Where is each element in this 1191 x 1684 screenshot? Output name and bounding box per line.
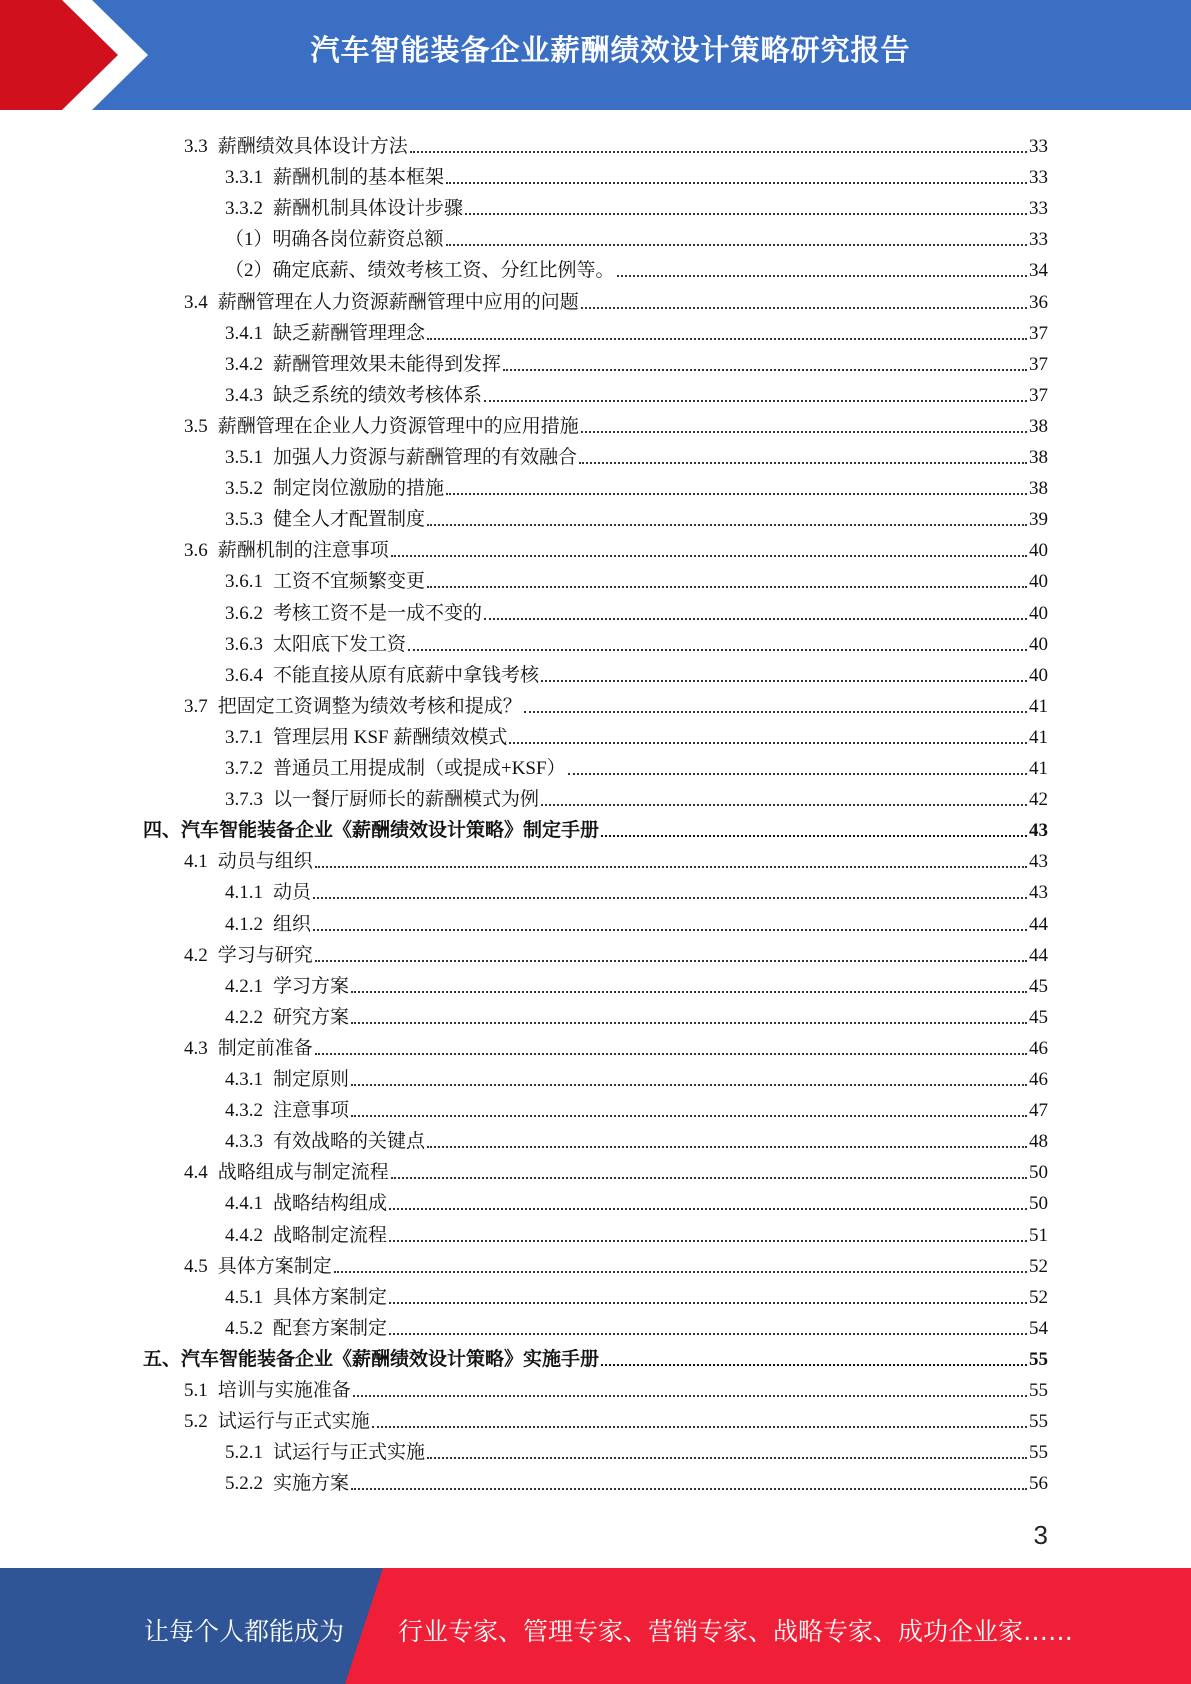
toc-entry-number: 4.3.3 xyxy=(225,1131,263,1153)
toc-entry[interactable] xyxy=(225,906,1048,936)
toc-entry[interactable] xyxy=(225,719,1048,749)
toc-entry[interactable] xyxy=(184,128,1048,158)
toc-entry-number: 4.2.2 xyxy=(225,1006,263,1028)
toc-entry-page: 42 xyxy=(1029,789,1048,811)
toc-entry[interactable] xyxy=(225,252,1048,282)
toc-dot-leader xyxy=(601,1363,1027,1366)
toc-entry[interactable] xyxy=(225,595,1048,625)
toc-dot-leader xyxy=(427,523,1027,526)
toc-entry-number: 4.2.1 xyxy=(225,975,263,997)
toc-entry-title: 战略结构组成 xyxy=(273,1193,388,1215)
toc-entry-page: 37 xyxy=(1029,384,1048,406)
page-number: 3 xyxy=(1033,1520,1048,1550)
toc-entry-number: 4.3.1 xyxy=(225,1069,263,1090)
toc-entry-number: 4.3 xyxy=(184,1037,208,1059)
toc-dot-leader xyxy=(446,492,1027,495)
toc-entry-page: 55 xyxy=(1029,1348,1048,1370)
toc-entry[interactable] xyxy=(225,1061,1048,1091)
toc-entry-title: 五、汽车智能装备企业《薪酬绩效设计策略》实施手册 xyxy=(143,1348,600,1370)
toc-entry-title: 加强人力资源与薪酬管理的有效融合 xyxy=(273,447,578,468)
toc-entry-title: 薪酬管理在人力资源薪酬管理中应用的问题 xyxy=(217,291,579,313)
toc-entry-title: 不能直接从原有底薪中拿钱考核 xyxy=(273,664,540,686)
toc-entry-title: 制定原则 xyxy=(273,1069,350,1090)
toc-dot-leader xyxy=(389,1239,1027,1242)
toc-entry-page: 33 xyxy=(1029,198,1048,220)
toc-entry-title: 研究方案 xyxy=(273,1006,350,1028)
toc-entry[interactable] xyxy=(225,346,1048,376)
toc-entry-title: 薪酬管理在企业人力资源管理中的应用措施 xyxy=(217,415,579,437)
toc-entry-number: 4.1.2 xyxy=(225,913,263,935)
toc-dot-leader xyxy=(427,1456,1027,1459)
toc-entry-title: 以一餐厅厨师长的薪酬模式为例 xyxy=(273,789,540,811)
toc-dot-leader xyxy=(315,1052,1027,1055)
toc-dot-leader xyxy=(465,212,1027,215)
toc-entry-page: 37 xyxy=(1029,353,1048,375)
toc-entry-page: 45 xyxy=(1029,975,1048,997)
toc-entry-number: 3.7.1 xyxy=(225,726,263,748)
toc-entry-title: 薪酬管理效果未能得到发挥 xyxy=(273,353,502,375)
toc-entry[interactable] xyxy=(225,874,1048,904)
toc-entry[interactable] xyxy=(225,190,1048,220)
toc-entry-page: 44 xyxy=(1029,913,1048,935)
toc-dot-leader xyxy=(351,1021,1027,1024)
toc-entry[interactable] xyxy=(225,1310,1048,1340)
toc-entry-title: 动员与组织 xyxy=(217,851,313,873)
toc-entry-page: 40 xyxy=(1029,633,1048,655)
toc-entry[interactable] xyxy=(225,439,1048,469)
toc-entry-page: 40 xyxy=(1029,540,1048,562)
toc-entry-page: 55 xyxy=(1029,1442,1048,1464)
toc-entry-title: 把固定工资调整为绩效考核和提成？ xyxy=(217,695,522,717)
header-title: 汽车智能装备企业薪酬绩效设计策略研究报告 xyxy=(310,33,911,67)
toc-entry[interactable] xyxy=(225,1185,1048,1215)
footer-tagline: 行业专家、管理专家、营销专家、战略专家、成功企业家…… xyxy=(398,1617,1074,1646)
toc-entry[interactable] xyxy=(225,968,1048,998)
toc-entry-number: 5.2 xyxy=(184,1411,208,1433)
toc-entry-title: 学习与研究 xyxy=(217,944,313,966)
toc-entry-number: 3.4.2 xyxy=(225,353,263,375)
toc-entry[interactable] xyxy=(184,284,1048,314)
toc-entry-page: 33 xyxy=(1029,136,1048,157)
toc-entry-page: 41 xyxy=(1029,726,1048,748)
toc-entry-number: 5.1 xyxy=(184,1380,208,1401)
toc-entry[interactable] xyxy=(225,626,1048,656)
toc-entry-page: 50 xyxy=(1029,1162,1048,1184)
toc-dot-leader xyxy=(389,1301,1027,1304)
toc-entry-page: 40 xyxy=(1029,664,1048,686)
toc-entry-page: 51 xyxy=(1029,1224,1048,1246)
toc-entry-title: 四、汽车智能装备企业《薪酬绩效设计策略》制定手册 xyxy=(143,820,600,842)
toc-entry-number: 3.5.2 xyxy=(225,478,263,500)
toc-entry-page: 37 xyxy=(1029,322,1048,344)
toc-entry-title: 考核工资不是一成不变的 xyxy=(273,602,483,624)
toc-entry-title: 组织 xyxy=(273,913,312,935)
toc-dot-leader xyxy=(353,1394,1027,1397)
toc-entry-page: 38 xyxy=(1029,415,1048,437)
toc-entry-page: 43 xyxy=(1029,851,1048,873)
toc-entry-page: 39 xyxy=(1029,509,1048,531)
toc-entry-title: 配套方案制定 xyxy=(273,1317,388,1339)
toc-entry-title: 试运行与正式实施 xyxy=(273,1442,426,1464)
toc-dot-leader xyxy=(391,1176,1027,1179)
toc-entry[interactable] xyxy=(184,1403,1048,1433)
toc-entry[interactable] xyxy=(225,470,1048,500)
toc-entry-number: 4.5.1 xyxy=(225,1286,263,1308)
toc-entry-page: 56 xyxy=(1029,1473,1048,1495)
toc-entry-number: 3.5.1 xyxy=(225,447,263,468)
toc-entry[interactable] xyxy=(225,1465,1048,1495)
toc-entry-number: 3.5.3 xyxy=(225,509,263,531)
toc-dot-leader xyxy=(389,1332,1027,1335)
toc-entry-page: 47 xyxy=(1029,1100,1048,1122)
toc-entry-page: 41 xyxy=(1029,695,1048,717)
toc-entry-number: 3.4.1 xyxy=(225,322,263,344)
toc-entry[interactable] xyxy=(225,501,1048,531)
toc-entry-number: 4.5.2 xyxy=(225,1317,263,1339)
toc-dot-leader xyxy=(568,772,1027,775)
toc-entry-number: 5.2.1 xyxy=(225,1442,263,1464)
toc-entry-title: 工资不宜频繁变更 xyxy=(273,571,426,593)
toc-entry-title: 战略制定流程 xyxy=(273,1224,388,1246)
toc-entry-page: 50 xyxy=(1029,1193,1048,1215)
toc-entry[interactable] xyxy=(184,937,1048,967)
toc-entry[interactable] xyxy=(184,408,1048,438)
toc-entry-page: 41 xyxy=(1029,758,1048,779)
toc-entry-number: 3.3 xyxy=(184,136,208,157)
toc-dot-leader xyxy=(351,1487,1027,1490)
toc-entry-page: 46 xyxy=(1029,1037,1048,1059)
toc-entry[interactable] xyxy=(225,563,1048,593)
toc-entry-number: 4.5 xyxy=(184,1255,208,1277)
toc-entry-title: 培训与实施准备 xyxy=(217,1380,351,1401)
toc-entry-title: 试运行与正式实施 xyxy=(217,1411,370,1433)
toc-entry-number: 4.4.2 xyxy=(225,1224,263,1246)
toc-entry-number: 4.4.1 xyxy=(225,1193,263,1215)
toc-dot-leader xyxy=(524,710,1027,713)
toc-dot-leader xyxy=(601,834,1027,837)
toc-entry-number: 3.7 xyxy=(184,695,208,717)
toc-entry-title: 实施方案 xyxy=(273,1473,350,1495)
toc-entry-page: 38 xyxy=(1029,447,1048,468)
toc-dot-leader xyxy=(391,554,1027,557)
toc-entry-title: 注意事项 xyxy=(273,1100,350,1122)
toc-entry-title: 学习方案 xyxy=(273,975,350,997)
toc-entry[interactable] xyxy=(225,315,1048,345)
toc-dot-leader xyxy=(315,865,1027,868)
toc-entry[interactable] xyxy=(143,812,1048,842)
toc-entry[interactable] xyxy=(184,843,1048,873)
toc-entry-number: 3.6.2 xyxy=(225,602,263,624)
toc-entry-title: 具体方案制定 xyxy=(217,1255,332,1277)
toc-dot-leader xyxy=(484,399,1027,402)
toc-dot-leader xyxy=(617,274,1027,277)
toc-entry-number: 3.5 xyxy=(184,415,208,437)
toc-entry-page: 52 xyxy=(1029,1255,1048,1277)
toc-dot-leader xyxy=(427,585,1027,588)
toc-entry-number: 3.4.3 xyxy=(225,384,263,406)
toc-entry-page: 43 xyxy=(1029,820,1048,842)
toc-entry[interactable] xyxy=(225,781,1048,811)
toc-entry-page: 45 xyxy=(1029,1006,1048,1028)
toc-entry-number: 3.4 xyxy=(184,291,208,313)
toc-entry-page: 33 xyxy=(1029,167,1048,189)
toc-entry-page: 40 xyxy=(1029,602,1048,624)
toc-entry-title: 太阳底下发工资 xyxy=(273,633,407,655)
toc-entry-number: 3.6.1 xyxy=(225,571,263,593)
toc-entry-page: 55 xyxy=(1029,1380,1048,1401)
toc-entry-number: 3.6.3 xyxy=(225,633,263,655)
toc-entry-page: 52 xyxy=(1029,1286,1048,1308)
toc-dot-leader xyxy=(581,306,1027,309)
toc-dot-leader xyxy=(503,368,1027,371)
toc-dot-leader xyxy=(410,150,1027,153)
toc-entry-number: 3.3.2 xyxy=(225,198,263,220)
toc-entry[interactable] xyxy=(225,1123,1048,1153)
toc-entry-page: 38 xyxy=(1029,478,1048,500)
toc-entry-number: 3.6.4 xyxy=(225,664,263,686)
toc-entry-title: 缺乏系统的绩效考核体系 xyxy=(273,384,483,406)
toc-entry-title: 薪酬机制的注意事项 xyxy=(217,540,389,562)
toc-entry-title: 薪酬机制具体设计步骤 xyxy=(273,198,464,220)
toc-dot-leader xyxy=(579,461,1027,464)
page-footer xyxy=(0,1568,1191,1684)
toc-entry[interactable] xyxy=(225,750,1048,780)
toc-entry-title: （1）明确各岗位薪资总额 xyxy=(225,229,444,251)
toc-dot-leader xyxy=(427,1145,1027,1148)
toc-dot-leader xyxy=(351,1083,1027,1086)
toc-entry-number: 3.3.1 xyxy=(225,167,263,189)
toc-entry-number: 5.2.2 xyxy=(225,1473,263,1495)
toc-entry[interactable] xyxy=(225,657,1048,687)
toc-entry-number: 3.7.3 xyxy=(225,789,263,811)
toc-entry-number: 4.4 xyxy=(184,1162,208,1184)
toc-entry-title: 动员 xyxy=(273,882,312,904)
toc-entry-number: 3.6 xyxy=(184,540,208,562)
toc-dot-leader xyxy=(446,181,1027,184)
toc-entry-title: 制定前准备 xyxy=(217,1037,313,1059)
toc-entry[interactable] xyxy=(184,688,1048,718)
toc-dot-leader xyxy=(541,679,1027,682)
toc-entry-number: 4.1 xyxy=(184,851,208,873)
toc-entry-number: 4.3.2 xyxy=(225,1100,263,1122)
page-header xyxy=(0,0,1191,110)
toc-entry-page: 33 xyxy=(1029,229,1048,251)
toc-entry[interactable] xyxy=(225,221,1048,251)
toc-entry[interactable] xyxy=(184,1248,1048,1278)
toc-dot-leader xyxy=(334,1270,1027,1273)
toc-entry-title: 战略组成与制定流程 xyxy=(217,1162,389,1184)
toc-entry[interactable] xyxy=(225,377,1048,407)
footer-motto: 让每个人都能成为 xyxy=(144,1617,345,1646)
toc-entry[interactable] xyxy=(225,1434,1048,1464)
toc-dot-leader xyxy=(315,959,1027,962)
toc-entry[interactable] xyxy=(225,1092,1048,1122)
toc-entry-page: 55 xyxy=(1029,1411,1048,1433)
toc-dot-leader xyxy=(372,1425,1027,1428)
toc-entry-title: 管理层用 KSF 薪酬绩效模式 xyxy=(273,726,508,748)
toc-dot-leader xyxy=(446,243,1027,246)
toc-dot-leader xyxy=(313,928,1027,931)
toc-entry-page: 40 xyxy=(1029,571,1048,593)
toc-entry[interactable] xyxy=(143,1341,1048,1371)
toc-entry[interactable] xyxy=(225,1217,1048,1247)
toc-entry-title: （2）确定底薪、绩效考核工资、分红比例等。 xyxy=(225,260,615,282)
toc-entry-page: 36 xyxy=(1029,291,1048,313)
toc-entry-title: 制定岗位激励的措施 xyxy=(273,478,445,500)
toc-entry[interactable] xyxy=(184,1154,1048,1184)
toc-dot-leader xyxy=(408,648,1027,651)
toc-dot-leader xyxy=(581,430,1027,433)
toc-entry-title: 普通员工用提成制（或提成+KSF） xyxy=(273,758,566,779)
toc-entry-page: 34 xyxy=(1029,260,1048,282)
toc-entry-number: 4.1.1 xyxy=(225,882,263,904)
toc-dot-leader xyxy=(484,617,1027,620)
toc-entry-title: 具体方案制定 xyxy=(273,1286,388,1308)
toc-entry-page: 54 xyxy=(1029,1317,1048,1339)
toc-entry-title: 薪酬绩效具体设计方法 xyxy=(217,136,408,157)
toc-entry[interactable] xyxy=(184,532,1048,562)
toc-entry[interactable] xyxy=(184,1030,1048,1060)
toc-dot-leader xyxy=(427,337,1027,340)
toc-dot-leader xyxy=(351,1114,1027,1117)
toc-entry[interactable] xyxy=(225,999,1048,1029)
toc-dot-leader xyxy=(389,1207,1027,1210)
toc-entry-page: 48 xyxy=(1029,1131,1048,1153)
toc-entry-title: 薪酬机制的基本框架 xyxy=(273,167,445,189)
toc-dot-leader xyxy=(541,803,1027,806)
toc-entry-number: 4.2 xyxy=(184,944,208,966)
toc-dot-leader xyxy=(351,990,1027,993)
toc-entry-title: 有效战略的关键点 xyxy=(273,1131,426,1153)
toc-entry-title: 缺乏薪酬管理理念 xyxy=(273,322,426,344)
toc-entry-title: 健全人才配置制度 xyxy=(273,509,426,531)
toc-entry[interactable] xyxy=(184,1372,1048,1402)
toc-dot-leader xyxy=(313,896,1027,899)
toc-entry[interactable] xyxy=(225,1279,1048,1309)
toc-entry[interactable] xyxy=(225,159,1048,189)
toc-entry-page: 46 xyxy=(1029,1069,1048,1090)
toc-entry-page: 44 xyxy=(1029,944,1048,966)
toc-dot-leader xyxy=(509,741,1027,744)
toc-entry-page: 43 xyxy=(1029,882,1048,904)
toc-entry-number: 3.7.2 xyxy=(225,758,263,779)
